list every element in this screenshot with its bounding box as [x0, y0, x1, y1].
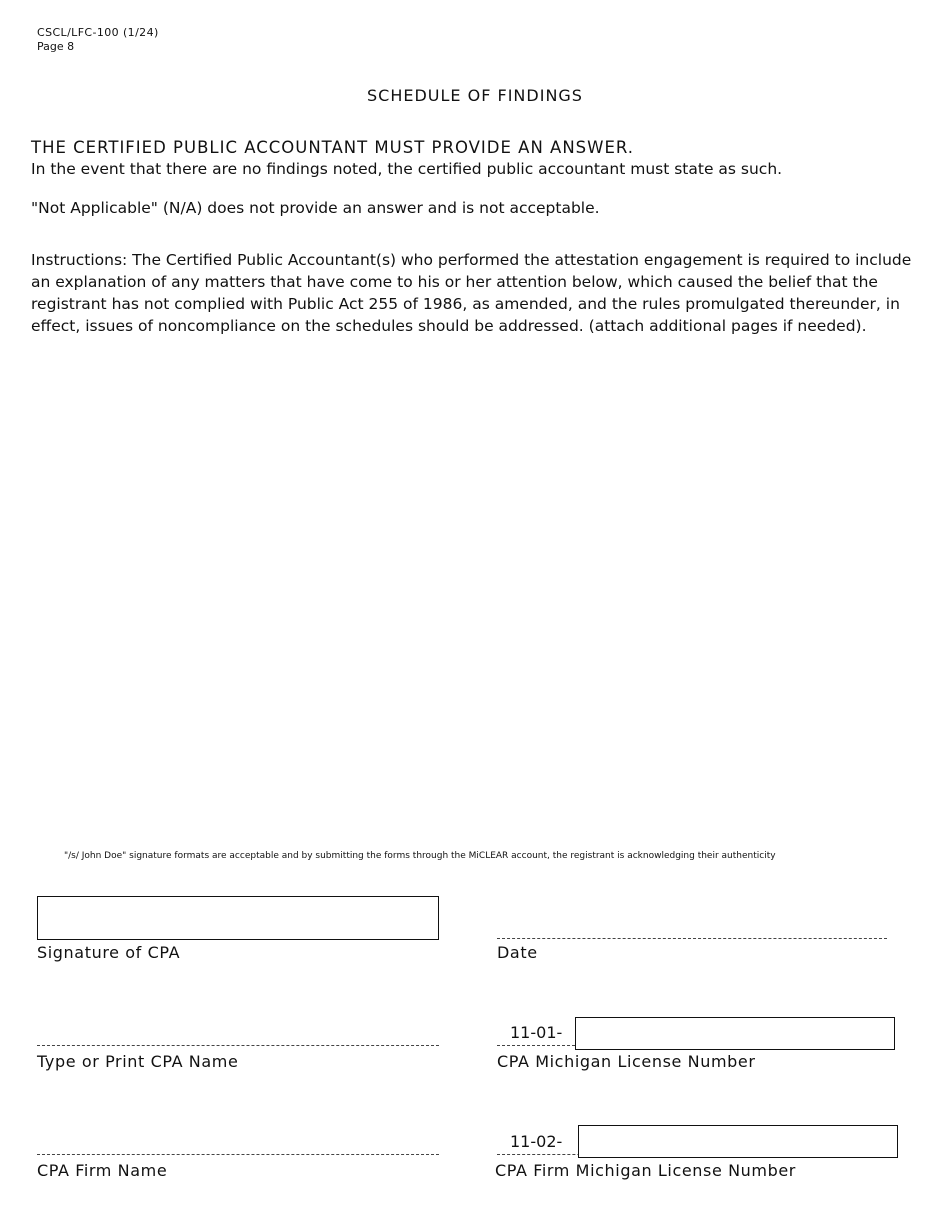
- cpa-license-label: CPA Michigan License Number: [497, 1052, 756, 1071]
- form-id: CSCL/LFC-100 (1/24): [37, 26, 159, 39]
- cpa-license-input[interactable]: [575, 1017, 895, 1050]
- firm-name-field[interactable]: [37, 1154, 439, 1155]
- signature-label: Signature of CPA: [37, 943, 181, 962]
- signature-format-note: "/s/ John Doe" signature formats are acceptable and by submitting the forms through the MiCLEAR account, the registrant is acknowledging their authenticity: [64, 851, 776, 861]
- firm-license-prefix: 11-02-: [510, 1132, 563, 1151]
- page-number: Page 8: [37, 40, 75, 53]
- cpa-name-field[interactable]: [37, 1045, 439, 1046]
- not-applicable-text: "Not Applicable" (N/A) does not provide an answer and is not acceptable.: [31, 199, 600, 217]
- date-field[interactable]: [497, 938, 887, 939]
- notice-heading: THE CERTIFIED PUBLIC ACCOUNTANT MUST PROVIDE AN ANSWER.: [31, 138, 635, 157]
- page-title: SCHEDULE OF FINDINGS: [367, 86, 583, 105]
- firm-license-input[interactable]: [578, 1125, 898, 1158]
- date-label: Date: [497, 943, 538, 962]
- firm-name-label: CPA Firm Name: [37, 1161, 168, 1180]
- instructions-text: Instructions: The Certified Public Accountant(s) who performed the attestation engagement is required to include an explanation of any matters that have come to his or her attention below, which caused the belief that the registrant has not complied with Public Act 255 of 1986, as amended, and the rules promulgated thereunder, in effect, issues of noncompliance on the schedules should be addressed. (attach additional pages if needed).: [31, 251, 912, 335]
- firm-license-label: CPA Firm Michigan License Number: [495, 1161, 796, 1180]
- cpa-license-prefix: 11-01-: [510, 1023, 563, 1042]
- cpa-name-label: Type or Print CPA Name: [37, 1052, 239, 1071]
- signature-field[interactable]: [37, 896, 439, 940]
- notice-text: In the event that there are no findings noted, the certified public accountant must state as such.: [31, 160, 783, 178]
